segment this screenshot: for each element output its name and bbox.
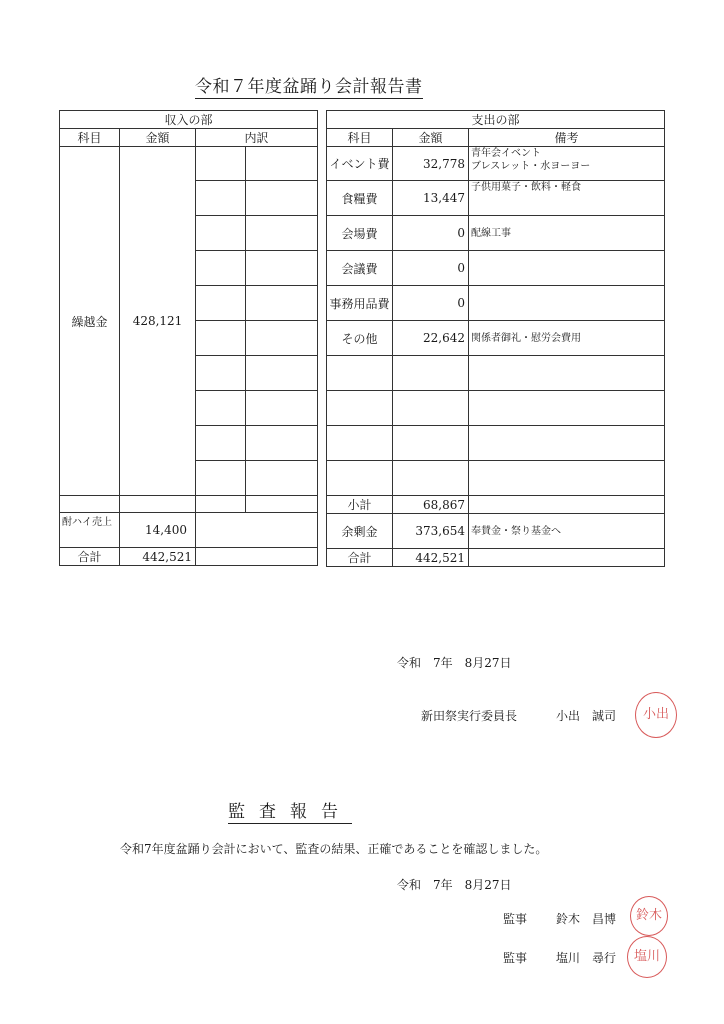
chair-seal: 小出 [635,692,677,738]
auditor2-seal: 塩川 [627,936,667,978]
chair-title: 新田祭実行委員長 [421,709,518,723]
income-col-amount: 金額 [120,129,196,147]
carryover-label: 繰越金 [60,147,120,496]
income-col-detail: 内訳 [196,129,318,147]
expense-total-amount: 442,521 [393,549,469,567]
expense-amount: 22,642 [393,321,469,356]
subtotal-amount: 68,867 [393,496,469,514]
chair-name: 小出 誠司 [556,709,617,723]
expense-amount: 32,778 [393,147,469,181]
auditor2-title: 監事 [503,951,528,965]
auditor1-title: 監事 [503,912,528,926]
expense-item: 会場費 [327,216,393,251]
income-total-label: 合計 [60,548,120,566]
expense-item: その他 [327,321,393,356]
auditor2-name: 塩川 尋行 [556,951,617,965]
report-title: 令和７年度盆踊り会計報告書 [195,72,423,99]
audit-title: 監査報告 [228,797,352,824]
expense-note: 関係者御礼・慰労会費用 [469,321,665,356]
report-date: 令和 7年 8月27日 [397,656,512,670]
auditor1-seal: 鈴木 [630,896,668,936]
expense-note: 子供用菓子・飲料・軽食 [469,181,665,216]
expense-item: イベント費 [327,147,393,181]
surplus-note: 奉賛金・祭り基金へ [469,514,665,549]
auditor1-name: 鈴木 昌博 [556,912,617,926]
income-table [59,110,318,566]
surplus-amount: 373,654 [393,514,469,549]
expense-item: 食糧費 [327,181,393,216]
income-col-item: 科目 [60,129,120,147]
audit-date: 令和 7年 8月27日 [397,878,512,892]
expense-col-amount: 金額 [393,129,469,147]
sales-amount: 14,400 [120,513,196,548]
expense-note: 青年会イベント ブレスレット・水ヨーヨー [469,147,665,181]
income-total-amount: 442,521 [120,548,196,566]
sales-label: 酎ハイ売上 [60,513,120,548]
expense-col-item: 科目 [327,129,393,147]
expense-amount: 0 [393,286,469,321]
expense-section-header: 支出の部 [327,111,665,129]
expense-amount: 13,447 [393,181,469,216]
expense-total-label: 合計 [327,549,393,567]
expense-amount: 0 [393,251,469,286]
expense-item: 会議費 [327,251,393,286]
expense-note: 配線工事 [469,216,665,251]
subtotal-label: 小計 [327,496,393,514]
carryover-amount: 428,121 [120,147,196,496]
expense-col-note: 備考 [469,129,665,147]
expense-amount: 0 [393,216,469,251]
expense-item: 事務用品費 [327,286,393,321]
income-section-header: 収入の部 [60,111,318,129]
audit-statement: 令和7年度盆踊り会計において、監査の結果、正確であることを確認しました。 [120,842,548,856]
expense-table [326,110,665,567]
surplus-label: 余剰金 [327,514,393,549]
